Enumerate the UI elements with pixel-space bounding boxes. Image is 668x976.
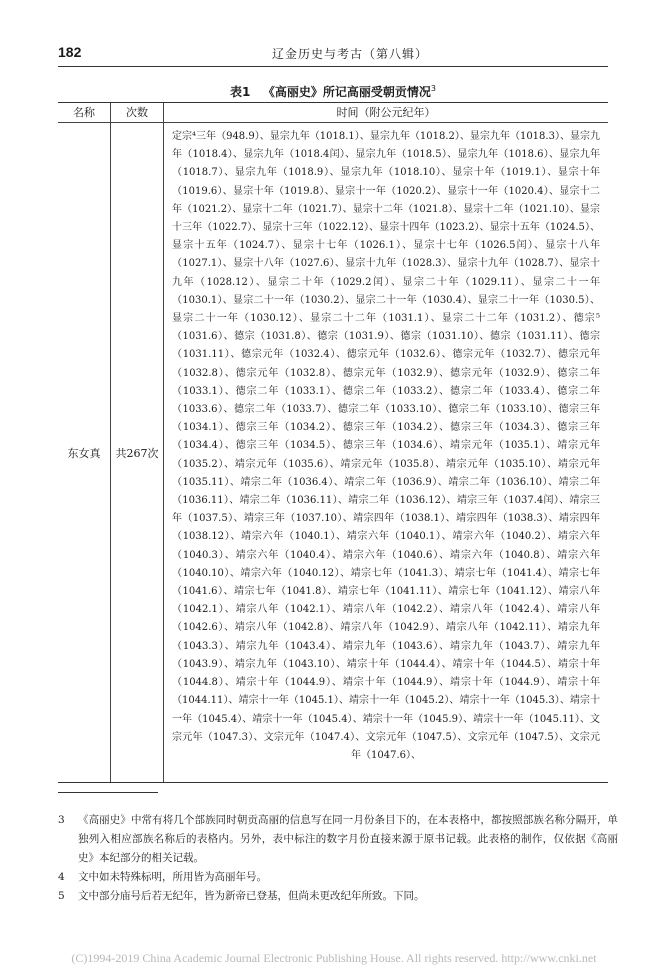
cell-tribute-dates: 定宗⁴三年（948.9）、显宗九年（1018.1）、显宗九年（1018.2）、显宗九年（1018.3）、显宗九年（1018.4）、显宗九年（1018.4闰）、显宗九年（1018.5）、显宗九年（1018.6）、显宗九年（1018.7）、显宗九年（1018.9）、显宗九年（1018.10）、显宗十年（1019.1）、显宗十年（1019.6）、显宗十年（1019.8）、显宗十一年（1020.2）、显宗十一年（1020.4）、显宗十二年（1021.2）、显宗十二年（1021.7）、显宗十二年（1021.8）、显宗十二年（1021.10）、显宗十三年（1022.7）、显宗十三年（1022.12）、显宗十四年（1023.2）、显宗十五年（1024.5）、显宗十五年（1024.7）、显宗十七年（1026.1）、显宗十七年（1026.5闰）、显宗十八年（1027.1）、显宗十八年（1027.6）、显宗十九年（1028.3）、显宗十九年（1028.7）、显宗十九年（1028.12）、显宗二十年（1029.2闰）、显宗二十年（1029.11）、显宗二十一年（1030.1）、显宗二十一年（1030.2）、显宗二十一年（1030.4）、显宗二十一年（1030.5）、显宗二十一年（1030.12）、显宗二十二年（1031.1）、显宗二十二年（1031.2）、德宗⁵（1031.6）、德宗（1031.8）、德宗（1031.9）、德宗（1031.10）、德宗（1031.11）、德宗（1031.11）、德宗元年（1032.4）、德宗元年（1032.6）、德宗元年（1032.7）、德宗元年（1032.8）、德宗元年（1032.8）、德宗元年（1032.9）、德宗元年（1032.9）、德宗二年（1033.1）、德宗二年（1033.1）、德宗二年（1033.2）、德宗二年（1033.4）、德宗二年（1033.6）、德宗二年（1033.7）、德宗二年（1033.10）、德宗二年（1033.10）、德宗三年（1034.1）、德宗三年（1034.2）、德宗三年（1034.2）、德宗三年（1034.3）、德宗三年（1034.4）、德宗三年（1034.5）、德宗三年（1034.6）、靖宗元年（1035.1）、靖宗元年（1035.2）、靖宗元年（1035.6）、靖宗元年（1035.8）、靖宗元年（1035.10）、靖宗元年（1035.11）、靖宗二年（1036.4）、靖宗二年（1036.9）、靖宗二年（1036.10）、靖宗二年（1036.11）、靖宗二年（1036.11）、靖宗二年（1036.12）、靖宗三年（1037.4闰）、靖宗三年（1037.5）、靖宗三年（1037.10）、靖宗四年（1038.1）、靖宗四年（1038.3）、靖宗四年（1038.12）、靖宗六年（1040.1）、靖宗六年（1040.1）、靖宗六年（1040.2）、靖宗六年（1040.3）、靖宗六年（1040.4）、靖宗六年（1040.6）、靖宗六年（1040.8）、靖宗六年（1040.10）、靖宗六年（1040.12）、靖宗七年（1041.3）、靖宗七年（1041.4）、靖宗七年（1041.6）、靖宗七年（1041.8）、靖宗七年（1041.11）、靖宗七年（1041.12）、靖宗八年（1042.1）、靖宗八年（1042.1）、靖宗八年（1042.2）、靖宗八年（1042.4）、靖宗八年（1042.6）、靖宗八年（1042.8）、靖宗八年（1042.9）、靖宗八年（1042.11）、靖宗九年（1043.3）、靖宗九年（1043.4）、靖宗九年（1043.6）、靖宗九年（1043.7）、靖宗九年（1043.9）、靖宗九年（1043.10）、靖宗十年（1044.4）、靖宗十年（1044.5）、靖宗十年（1044.8）、靖宗十年（1044.9）、靖宗十年（1044.9）、靖宗十年（1044.9）、靖宗十年（1044.11）、靖宗十一年（1045.1）、靖宗十一年（1045.2）、靖宗十一年（1045.3）、靖宗十一年（1045.4）、靖宗十一年（1045.4）、靖宗十一年（1045.9）、靖宗十一年（1045.11）、文宗元年（1047.3）、文宗元年（1047.4）、文宗元年（1047.5）、文宗元年（1047.5）、文宗元年（1047.6）、 xyxy=(172,131,600,761)
footnote-mark: 5 xyxy=(58,890,65,902)
footnote-mark: 4 xyxy=(58,871,65,883)
tribute-table xyxy=(58,102,608,783)
column-header-count: 次数 xyxy=(111,103,164,122)
footnote-5 xyxy=(58,887,618,906)
footnote-text: 文中如未特殊标明，所用皆为高丽年号。 xyxy=(78,871,267,883)
cell-tribe-name: 东女真 xyxy=(58,123,111,782)
header-rule xyxy=(58,66,608,67)
table-row xyxy=(58,123,608,782)
column-header-time: 时间（附公元纪年） xyxy=(336,106,436,119)
footnote-rule xyxy=(58,792,158,793)
table-title xyxy=(58,83,608,100)
footnote-4 xyxy=(58,868,618,887)
table-label: 表1 xyxy=(229,85,251,99)
footnote-3 xyxy=(58,811,618,868)
table-title-note: 3 xyxy=(430,84,436,93)
running-head: 辽金历史与考古（第八辑） xyxy=(271,47,428,61)
table-header-row xyxy=(58,103,608,123)
column-header-name: 名称 xyxy=(58,103,111,122)
cell-tribute-count: 共267次 xyxy=(111,123,164,782)
page-number: 182 xyxy=(58,44,82,60)
table-caption: 《高丽史》所记高丽受朝贡情况 xyxy=(262,85,431,99)
footnote-text: 文中部分庙号后若无纪年，皆为新帝已登基，但尚未更改纪年所致。下同。 xyxy=(78,890,425,902)
footnotes xyxy=(58,811,618,906)
footnote-text: 《高丽史》中常有将几个部族同时朝贡高丽的信息写在同一月份条目下的，在本表格中，都按照部族名称分隔开，单独列入相应部族名称后的表格内。另外，表中标注的数字月份直接来源于原书记载。此表格的制作，仅依据《高丽史》本纪部分的相关记载。 xyxy=(78,814,618,864)
copyright-watermark: (C)1994-2019 China Academic Journal Electronic Publishing House. All rights reserved. http://www.cnki.net xyxy=(71,951,597,965)
footnote-mark: 3 xyxy=(58,814,65,826)
